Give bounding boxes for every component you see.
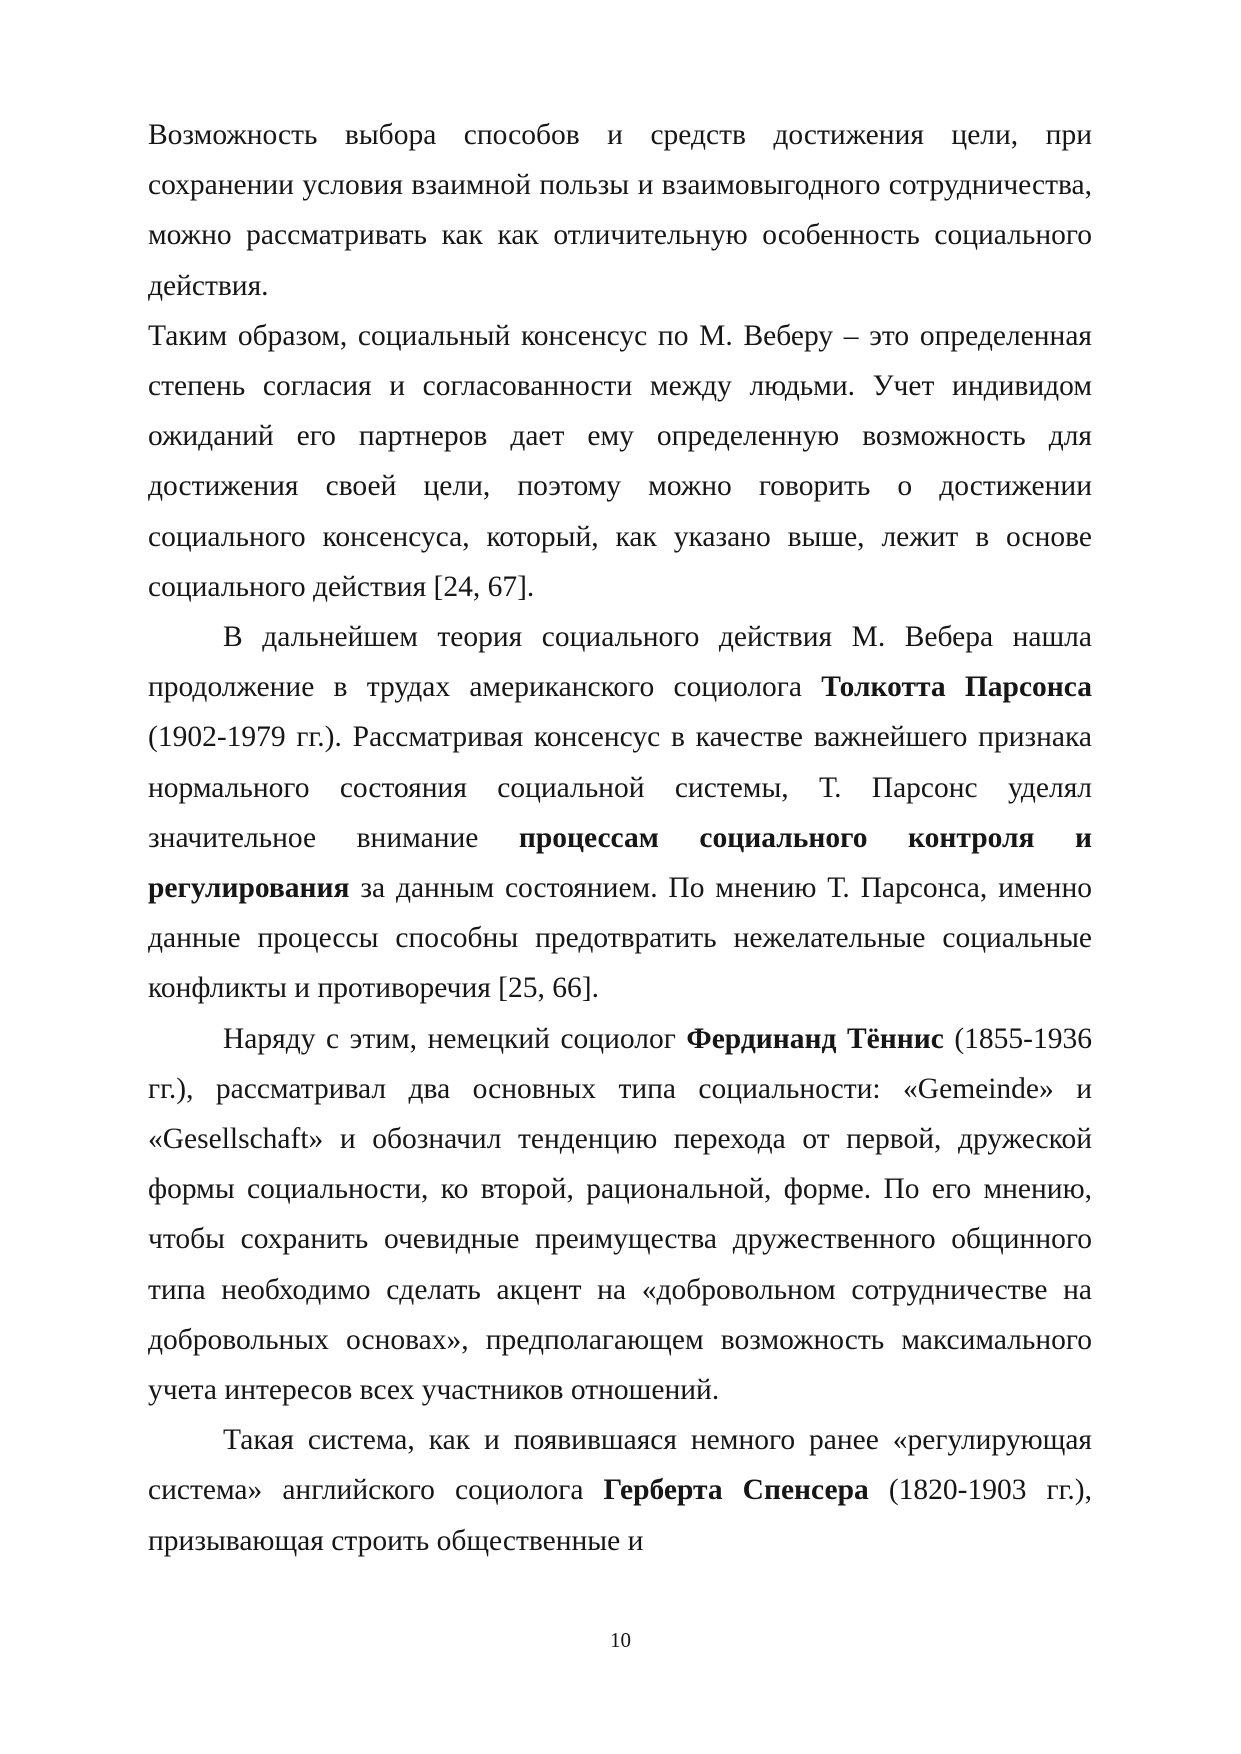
paragraph <box>148 612 1092 1014</box>
document-body <box>148 110 1092 1566</box>
text-run: (1820-1903 гг.), призывающая строить общественные и <box>148 1474 1092 1557</box>
bold-text-run: Фердинанд Тённис <box>686 1022 944 1055</box>
paragraph <box>148 1014 1092 1416</box>
paragraph <box>148 1415 1092 1566</box>
text-run: Такая система, как и появившаяся немного ранее «регулирующая система» английского социолога <box>148 1424 1092 1507</box>
text-run: В дальнейшем теория социального действия М. Вебера нашла продолжение в трудах американского социолога <box>148 621 1092 704</box>
bold-text-run: Толкотта Парсонса <box>821 671 1092 704</box>
text-run: Наряду с этим, немецкий социолог <box>223 1022 687 1055</box>
paragraph <box>148 110 1092 311</box>
text-run: (1902-1979 гг.). Рассматривая консенсус в качестве важнейшего признака нормального состояния социальной системы, Т. Парсонс уделял значительное внимание <box>148 721 1092 854</box>
text-run: (1855-1936 гг.), рассматривал два основных типа социальности: «Gemeinde» и «Gesellschaft» и обозначил тенденцию перехода от первой, дружеской формы социальности, ко второй, рациональной, форме. По его мнению, чтобы сохранить очевидные преимущества дружественного общинного типа необходимо сделать акцент на «добровольном сотрудничестве на добровольных основах», предполагающем возможность максимального учета интересов всех участников отношений. <box>148 1022 1093 1407</box>
paragraph <box>148 311 1092 612</box>
text-run: Таким образом, социальный консенсус по М. Веберу – это определенная степень согласия и согласованности между людьми. Учет индивидом ожиданий его партнеров дает ему определенную возможность для достижения своей цели, поэтому можно говорить о достижении социального консенсуса, который, как указано выше, лежит в основе социального действия [24, 67]. <box>148 319 1092 603</box>
text-run: за данным состоянием. По мнению Т. Парсонса, именно данные процессы способны предотвратить нежелательные социальные конфликты и противоречия [25, 66]. <box>148 872 1092 1005</box>
page-number: 10 <box>610 1628 631 1652</box>
bold-text-run: Герберта Спенсера <box>603 1474 869 1507</box>
text-run: Возможность выбора способов и средств достижения цели, при сохранении условия взаимной пользы и взаимовыгодного сотрудничества, можно рассматривать как как отличительную особенность социального действия. <box>148 119 1092 302</box>
bold-text-run: процессам социального контроля и регулирования <box>148 821 1092 905</box>
